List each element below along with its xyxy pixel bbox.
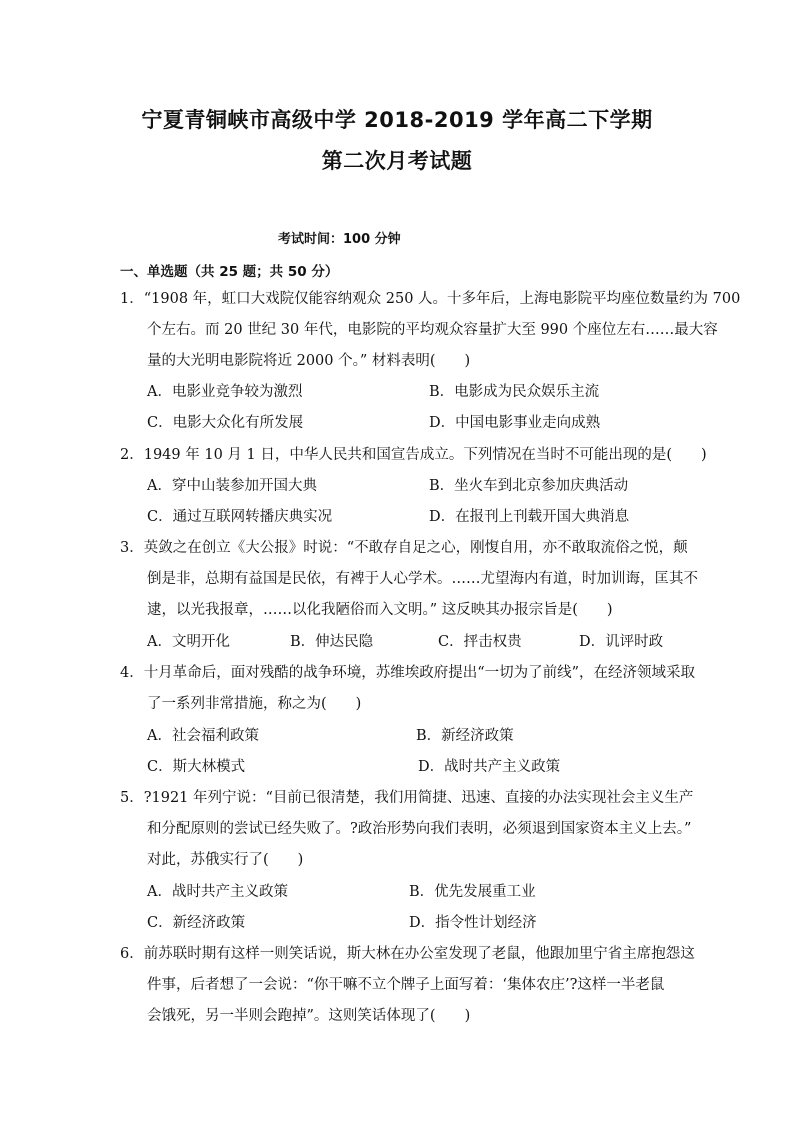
question-text: 和分配原则的尝试已经失败了。?政治形势向我们表明，必须退到国家资本主义上去。” bbox=[147, 821, 692, 837]
option-c[interactable]: C．通过互联网转播庆典实况 bbox=[147, 509, 333, 525]
question-text: 倒是非，总期有益国是民依，有裨于人心学术。……尤望海内有道，时加训诲，匡其不 bbox=[147, 571, 698, 587]
option-d[interactable]: D．中国电影事业走向成熟 bbox=[429, 415, 601, 431]
option-b[interactable]: B．坐火车到北京参加庆典活动 bbox=[429, 478, 629, 494]
option-c[interactable]: C．斯大林模式 bbox=[147, 759, 246, 775]
option-d[interactable]: D．指令性计划经济 bbox=[409, 915, 537, 931]
question-text: 件事，后者想了一会说：“你干嘛不立个牌子上面写着：‘集体农庄’?这样一半老鼠 bbox=[147, 977, 665, 993]
question-text: 对此，苏俄实行了( ) bbox=[147, 852, 304, 868]
question-text: 4．十月革命后，面对残酷的战争环境，苏维埃政府提出“一切为了前线”，在经济领域采取 bbox=[120, 665, 696, 681]
question-text: 个左右。而 20 世纪 30 年代，电影院的平均观众容量扩大至 990 个座位左右……最大容 bbox=[147, 322, 718, 338]
exam-time: 考试时间：100 分钟 bbox=[278, 232, 401, 247]
question-text: 量的大光明电影院将近 2000 个。” 材料表明( ) bbox=[147, 353, 471, 369]
question-text: 5．?1921 年列宁说：“目前已很清楚，我们用简捷、迅速、直接的办法实现社会主义生产 bbox=[120, 790, 694, 806]
option-b[interactable]: B．优先发展重工业 bbox=[409, 884, 536, 900]
question-text: 1．“1908 年，虹口大戏院仅能容纳观众 250 人。十多年后，上海电影院平均座位数量约为 700 bbox=[120, 291, 741, 307]
question-text: 逮，以光我报章，……以化我陋俗而入文明。” 这反映其办报宗旨是( ) bbox=[147, 602, 613, 618]
question-text: 了一系列非常措施，称之为( ) bbox=[147, 696, 362, 712]
option-c[interactable]: C．电影大众化有所发展 bbox=[147, 415, 304, 431]
option-a[interactable]: A．电影业竞争较为激烈 bbox=[147, 384, 303, 400]
question-text: 2．1949 年 10 月 1 日，中华人民共和国宣告成立。下列情况在当时不可能出现的是( ) bbox=[120, 447, 707, 463]
section-heading: 一、单选题（共 25 题；共 50 分） bbox=[120, 264, 339, 280]
question-text: 3．英敛之在创立《大公报》时说：“不敢存自足之心，刚愎自用，亦不敢取流俗之悦，颠 bbox=[120, 540, 688, 556]
page-title: 宁夏青铜峡市高级中学 2018-2019 学年高二下学期 bbox=[141, 108, 653, 132]
option-c[interactable]: C．新经济政策 bbox=[147, 915, 246, 931]
option-d[interactable]: D．战时共产主义政策 bbox=[418, 759, 561, 775]
page-subtitle: 第二次月考试题 bbox=[321, 149, 473, 173]
option-a[interactable]: A．文明开化 bbox=[147, 634, 230, 650]
option-c[interactable]: C．抨击权贵 bbox=[438, 634, 522, 650]
option-a[interactable]: A．社会福利政策 bbox=[147, 728, 259, 744]
option-a[interactable]: A．战时共产主义政策 bbox=[147, 884, 288, 900]
question-text: 6．前苏联时期有这样一则笑话说，斯大林在办公室发现了老鼠，他跟加里宁省主席抱怨这 bbox=[120, 946, 695, 962]
option-b[interactable]: B．电影成为民众娱乐主流 bbox=[429, 384, 600, 400]
option-a[interactable]: A．穿中山装参加开国大典 bbox=[147, 478, 317, 494]
option-b[interactable]: B．伸达民隐 bbox=[290, 634, 374, 650]
option-d[interactable]: D．在报刊上刊载开国大典消息 bbox=[429, 509, 630, 525]
option-d[interactable]: D．讥评时政 bbox=[579, 634, 664, 650]
option-b[interactable]: B．新经济政策 bbox=[416, 728, 514, 744]
question-text: 会饿死，另一半则会跑掉”。这则笑话体现了( ) bbox=[147, 1008, 471, 1024]
